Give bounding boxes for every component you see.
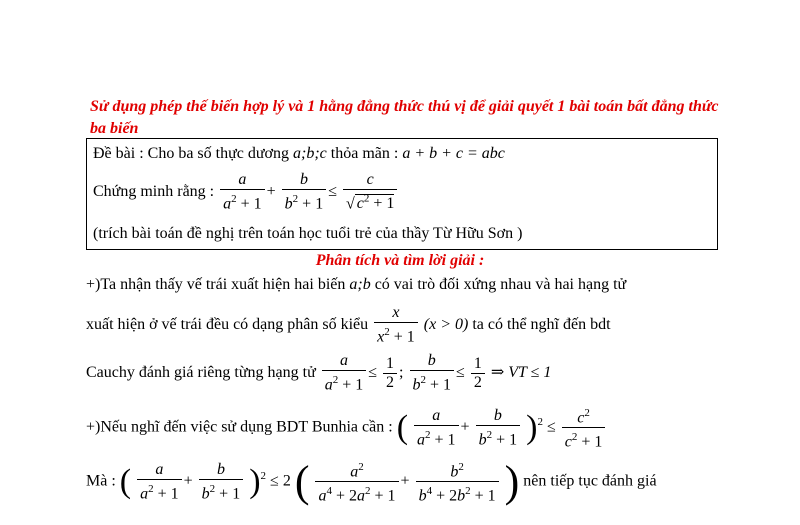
solution-paragraph-3: Cauchy đánh giá riêng từng hạng tử $\frac{a}{a^2 + 1}$ ≤ $\frac{1}{2}$ ; $\frac{b}{b^2 + 1}$ ≤ $\frac{1}{2}$ ⇒ VT ≤ 1 [86, 352, 552, 394]
problem-variables: a;b;c [293, 145, 327, 162]
problem-condition-label: thỏa mãn : [330, 145, 399, 162]
solution-heading: Phân tích và tìm lời giải : [315, 252, 485, 269]
fraction-x: $\frac{x}{x^2 + 1}$ [374, 304, 418, 346]
inequality-term-b: $\frac{b}{b^2 + 1}$ [282, 171, 327, 213]
inequality-term-a: $\frac{a}{a^2 + 1}$ [220, 171, 265, 213]
solution-paragraph-1: +)Ta nhận thấy vế trái xuất hiện hai biến a;b có vai trò đối xứng nhau và hai hạng tử [86, 276, 627, 293]
solution-paragraph-5: Mà : ( $\frac{a}{a^2 + 1}$ + $\frac{b}{b^2 + 1}$ )$^2$ ≤ 2 ( $\frac{a^2}{a^4 + 2a^2 + 1}$ + $\frac{b^2}{b^4 + 2b^2 + 1}$ ) nên tiếp tục đánh giá [86, 456, 657, 506]
problem-source: (trích bài toán đề nghị trên toán học tuổi trẻ của thầy Từ Hữu Sơn ) [93, 225, 523, 242]
problem-line-1 [93, 145, 505, 163]
inequality-rhs: $\frac{c}{√ c^2 + 1}$ [343, 171, 397, 213]
problem-intro: Đề bài : Cho ba số thực dương [93, 145, 289, 162]
problem-box [86, 138, 718, 250]
solution-paragraph-4: +)Nếu nghĩ đến việc sử dụng BDT Bunhia cần : ( $\frac{a}{a^2 + 1}$ + $\frac{b}{b^2 + 1}$ )$^2$ ≤ $\frac{c^2}{c^2 + 1}$ [86, 404, 607, 452]
problem-condition: a + b + c = abc [402, 145, 505, 162]
solution-paragraph-2: xuất hiện ở vế trái đều có dạng phân số kiểu $\frac{x}{x^2 + 1}$ (x > 0) ta có thể nghĩ đến bdt [86, 304, 611, 346]
problem-line-2: Chứng minh rằng : $\frac{a}{a^2 + 1}$ + $\frac{b}{b^2 + 1}$ ≤ $\frac{c}{√ c^2 + 1}$ [93, 171, 399, 213]
prove-label: Chứng minh rằng : [93, 182, 215, 200]
document-title: Sử dụng phép thế biến hợp lý và 1 hằng đẳng thức thú vị để giải quyết 1 bài toán bất đẳng thức ba biến [90, 98, 719, 137]
